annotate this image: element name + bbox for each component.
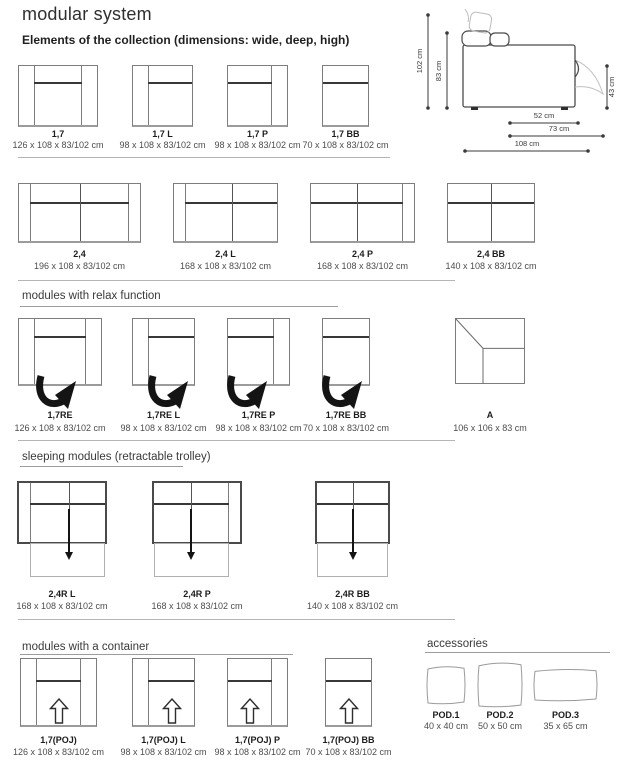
pillow-dims: 35 x 65 cm <box>543 721 588 731</box>
pillow-drawing <box>533 668 598 707</box>
armrest-line-left <box>36 659 37 725</box>
armrest-line-left <box>30 483 31 542</box>
seat-divider-line <box>357 184 358 241</box>
module-dims: 98 x 108 x 83/102 cm <box>214 747 301 757</box>
module-drawing <box>173 183 278 243</box>
pillow-drawing <box>477 661 523 713</box>
armrest-line-left <box>148 66 149 125</box>
module-dims: 106 x 106 x 83 cm <box>453 423 527 433</box>
sofa-pillow-back <box>462 31 491 46</box>
section-header-relax: modules with relax function <box>22 290 161 302</box>
container-up-arrow-icon <box>49 698 69 729</box>
module-label: 1,7(POJ) L <box>141 735 186 745</box>
pillow-drawing <box>426 665 466 710</box>
module-label: 1,7RE BB <box>325 410 367 420</box>
module-label: 1,7RE L <box>146 410 180 420</box>
armrest-line-right <box>402 184 403 241</box>
section-underline-sleeping <box>20 466 183 467</box>
module-dims: 98 x 108 x 83/102 cm <box>120 423 207 433</box>
module-label: 1,7RE P <box>241 410 276 420</box>
armrest-line-left <box>30 184 31 241</box>
module-dims: 98 x 108 x 83/102 cm <box>215 423 302 433</box>
dim-leg-height-label: 43 cm <box>607 76 616 98</box>
module-label: 2,4 BB <box>476 249 505 259</box>
module-dims: 140 x 108 x 83/102 cm <box>306 601 399 611</box>
separator-sleeping <box>18 619 455 620</box>
module-drawing <box>310 183 415 243</box>
module-label: 2,4 L <box>215 249 236 259</box>
pullout-arrow-line <box>68 509 70 554</box>
module-label: 1,7 P <box>246 129 268 139</box>
armrest-line-right <box>273 319 274 384</box>
container-up-arrow-icon <box>162 698 182 729</box>
sofa-foot-left <box>471 107 478 110</box>
relax-rotate-arrow-icon <box>34 360 82 417</box>
armrest-line-right <box>271 659 272 725</box>
module-drawing <box>17 481 107 544</box>
module-label: 2,4R BB <box>335 589 370 599</box>
pillow-label: POD.3 <box>551 710 579 720</box>
pillow-label: POD.1 <box>432 710 460 720</box>
pullout-arrow-tip <box>65 552 73 560</box>
module-dims: 126 x 108 x 83/102 cm <box>12 140 104 150</box>
module-dims: 126 x 108 x 83/102 cm <box>14 423 106 433</box>
pillow-dims: 40 x 40 cm <box>423 721 469 731</box>
module-label: 1,7(POJ) P <box>234 735 281 745</box>
pillow-dims: 50 x 50 cm <box>477 721 523 731</box>
pullout-arrow-tip <box>349 552 357 560</box>
module-label: 1,7 <box>51 129 65 139</box>
module-dims: 126 x 108 x 83/102 cm <box>12 747 105 757</box>
module-label: 2,4 P <box>351 249 373 259</box>
container-up-arrow-icon <box>339 698 359 729</box>
module-label: 1,7 BB <box>331 129 360 139</box>
module-dims: 70 x 108 x 83/102 cm <box>305 747 392 757</box>
dim-total-height-label: 102 cm <box>415 48 424 74</box>
section-underline-container <box>20 654 293 655</box>
backrest-line <box>148 336 194 338</box>
backrest-line <box>228 680 272 682</box>
module-label: 2,4R P <box>183 589 211 599</box>
backrest-line <box>148 82 192 84</box>
sofa-headrest-sketch <box>465 9 492 34</box>
backrest-line <box>148 680 194 682</box>
dim-seat-height <box>445 31 449 110</box>
sofa-body <box>463 45 575 107</box>
section-header-container: modules with a container <box>22 641 150 653</box>
module-drawing <box>227 65 288 127</box>
armrest-line-right <box>228 483 229 542</box>
backrest-line <box>228 82 272 84</box>
section-underline-relax <box>20 306 338 307</box>
armrest-line-right <box>128 184 129 241</box>
dim-mid-depth-label: 73 cm <box>548 124 570 133</box>
backrest-line <box>228 336 274 338</box>
page-subtitle: Elements of the collection (dimensions: wide, deep, high) <box>22 33 350 47</box>
backrest-line <box>326 680 371 682</box>
seat-divider-line <box>491 184 492 241</box>
seat-divider-line <box>232 184 233 241</box>
module-dims: 168 x 108 x 83/102 cm <box>179 261 272 271</box>
module-dims: 140 x 108 x 83/102 cm <box>445 261 537 271</box>
backrest-line <box>323 82 368 84</box>
module-label: A <box>486 410 494 420</box>
backrest-line <box>34 82 82 84</box>
container-up-arrow-icon <box>240 698 260 729</box>
armrest-line-left <box>185 184 186 241</box>
armrest-line-right <box>80 659 81 725</box>
module-label: 1,7(POJ) BB <box>322 735 375 745</box>
backrest-line <box>34 336 86 338</box>
module-dims: 98 x 108 x 83/102 cm <box>119 140 206 150</box>
dim-seat-depth-label: 52 cm <box>533 111 555 120</box>
section-header-sleeping: sleeping modules (retractable trolley) <box>22 451 211 463</box>
pullout-arrow-line <box>190 509 192 554</box>
sofa-throw-sketch <box>575 60 603 94</box>
module-label: 2,4R L <box>48 589 76 599</box>
relax-rotate-arrow-icon <box>225 360 273 417</box>
dim-seat-height-label: 83 cm <box>434 60 443 82</box>
module-drawing <box>18 65 98 127</box>
dim-total-depth-label: 108 cm <box>514 139 540 148</box>
backrest-line <box>323 336 369 338</box>
module-dims: 98 x 108 x 83/102 cm <box>214 140 301 150</box>
relax-rotate-arrow-icon <box>320 360 368 417</box>
module-drawing <box>322 65 369 127</box>
module-label: 1,7RE <box>47 410 73 420</box>
corner-module-drawing <box>455 318 525 389</box>
armrest-line-right <box>271 66 272 125</box>
module-label: 1,7 L <box>152 129 173 139</box>
backrest-line <box>30 503 105 505</box>
section-underline-accessories <box>425 652 610 653</box>
armrest-line-left <box>34 66 35 125</box>
relax-rotate-arrow-icon <box>146 360 194 417</box>
module-dims: 98 x 108 x 83/102 cm <box>120 747 207 757</box>
section-header-accessories: accessories <box>427 638 488 650</box>
module-drawing <box>447 183 535 243</box>
armrest-line-left <box>148 659 149 725</box>
sofa-side-view-diagram <box>413 3 622 161</box>
module-dims: 168 x 108 x 83/102 cm <box>16 601 108 611</box>
dim-total-depth <box>463 149 590 153</box>
module-drawing <box>152 481 242 544</box>
dim-mid-depth <box>508 134 605 138</box>
module-dims: 168 x 108 x 83/102 cm <box>316 261 409 271</box>
module-dims: 70 x 108 x 83/102 cm <box>302 423 390 433</box>
module-label: 2,4 <box>73 249 86 259</box>
module-dims: 196 x 108 x 83/102 cm <box>33 261 126 271</box>
trolley-extension <box>154 543 229 577</box>
separator-relax <box>18 440 455 441</box>
seat-divider-line <box>80 184 81 241</box>
module-dims: 168 x 108 x 83/102 cm <box>151 601 243 611</box>
sofa-foot-right <box>561 107 568 110</box>
backrest-line <box>36 680 81 682</box>
module-dims: 70 x 108 x 83/102 cm <box>302 140 389 150</box>
module-label: 1,7(POJ) <box>40 735 77 745</box>
pullout-arrow-tip <box>187 552 195 560</box>
dim-total-height <box>426 13 430 110</box>
sofa-pillow-small <box>490 33 509 46</box>
pullout-arrow-line <box>352 509 354 554</box>
backrest-line <box>154 503 229 505</box>
separator-row2 <box>18 280 455 281</box>
separator-row1 <box>18 157 390 158</box>
module-drawing <box>18 183 141 243</box>
pillow-label: POD.2 <box>486 710 514 720</box>
armrest-line-right <box>85 319 86 384</box>
page-title: modular system <box>22 4 152 24</box>
armrest-line-right <box>81 66 82 125</box>
module-drawing <box>132 65 193 127</box>
